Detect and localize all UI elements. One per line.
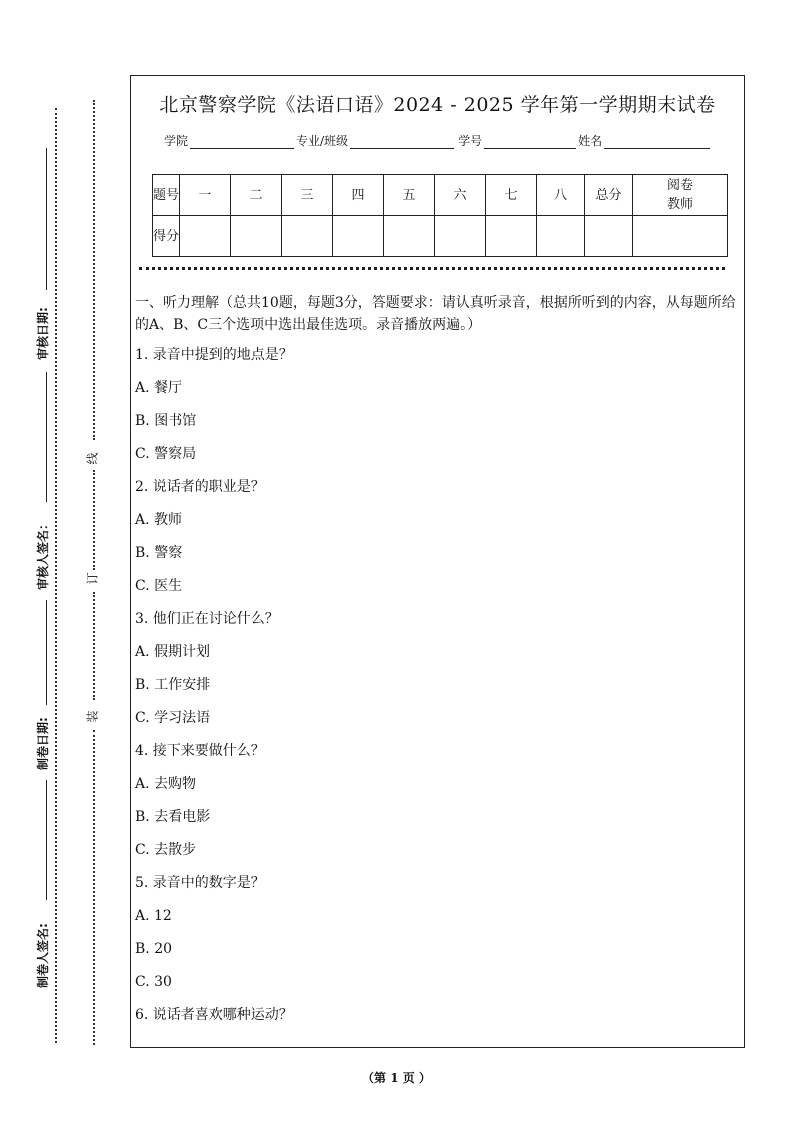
college-field[interactable] [190,136,294,149]
reviewer-header-line1: 阅卷 [666,178,693,193]
option-line: A. 12 [135,908,172,924]
question-line: 1. 录音中提到的地点是？ [135,347,293,363]
exam-frame [130,75,745,1048]
student-id-label: 学号 [458,134,483,148]
reviewer-header [633,175,728,216]
review-date-label: 审核日期: [36,307,50,360]
col-2: 二 [231,175,282,216]
option-line: B. 警察 [135,545,183,561]
student-id-field[interactable] [484,136,576,149]
option-line: C. 医生 [135,578,183,594]
question-line: 5. 录音中的数字是？ [135,875,265,891]
col-7: 七 [486,175,537,216]
score-cell-5[interactable] [384,216,435,257]
option-line: C. 30 [135,974,172,990]
col-4: 四 [333,175,384,216]
question-line: 6. 说话者喜欢哪种运动？ [135,1007,293,1023]
sidebar-rule-2 [46,372,47,502]
question-number-header: 题号 [153,175,180,216]
score-cell-6[interactable] [435,216,486,257]
col-8: 八 [537,175,585,216]
sidebar-rule-3 [46,600,47,705]
score-cell-1[interactable] [180,216,231,257]
score-table [152,174,728,257]
sidebar-dotted-left [55,108,57,1043]
score-cell-total[interactable] [585,216,633,257]
score-cell-4[interactable] [333,216,384,257]
score-header: 得分 [153,216,180,257]
binding-line-lower [93,730,95,1045]
option-line: A. 教师 [135,512,183,528]
score-cell-2[interactable] [231,216,282,257]
section-intro: 一、听力理解（总共10题，每题3分，答题要求：请认真听录音，根据所听到的内容，从每题所给的A、B、C三个选项中选出最佳选项。录音播放两遍。） [135,295,736,333]
major-class-label: 专业/班级 [296,134,349,148]
score-table-header-row [153,175,728,216]
dotted-separator [139,267,725,270]
binding-line-middle2 [93,592,95,700]
option-line: A. 假期计划 [135,644,211,660]
option-line: B. 图书馆 [135,413,197,429]
student-info-row [164,132,712,149]
col-1: 一 [180,175,231,216]
exam-title: 北京警察学院《法语口语》2024 - 2025 学年第一学期期末试卷 [159,94,716,116]
section-listening [135,292,740,1037]
col-total: 总分 [585,175,633,216]
page-number: （第 1 页 ） [362,1071,431,1085]
col-5: 五 [384,175,435,216]
option-line: C. 学习法语 [135,710,211,726]
option-line: B. 去看电影 [135,809,211,825]
review-signature-label: 审核人签名： [36,517,50,590]
option-line: C. 警察局 [135,446,197,462]
compile-signature-label: 制卷人签名: [36,923,50,988]
score-cell-8[interactable] [537,216,585,257]
option-line: B. 20 [135,941,173,957]
score-table-score-row [153,216,728,257]
binding-char-zhuang: 装 [85,710,100,723]
sidebar-rule-4 [46,780,47,900]
option-line: B. 工作安排 [135,677,211,693]
reviewer-header-line2: 教师 [666,197,693,212]
major-class-field[interactable] [350,136,454,149]
college-label: 学院 [164,134,189,148]
sidebar-rule-top [46,148,47,290]
option-line: A. 去购物 [135,776,197,792]
col-3: 三 [282,175,333,216]
binding-char-ding: 订 [85,572,100,585]
question-line: 3. 他们正在讨论什么？ [135,611,279,627]
binding-line-middle1 [93,470,95,570]
reviewer-cell[interactable] [633,216,728,257]
compile-date-label: 制卷日期: [36,717,50,770]
col-6: 六 [435,175,486,216]
name-field[interactable] [604,136,710,149]
option-line: A. 餐厅 [135,380,183,396]
option-line: C. 去散步 [135,842,197,858]
score-cell-3[interactable] [282,216,333,257]
name-label: 姓名 [578,134,603,148]
score-cell-7[interactable] [486,216,537,257]
binding-line-upper [93,100,95,440]
question-line: 4. 接下来要做什么？ [135,743,265,759]
binding-char-xian: 线 [85,452,100,465]
question-line: 2. 说话者的职业是？ [135,479,265,495]
